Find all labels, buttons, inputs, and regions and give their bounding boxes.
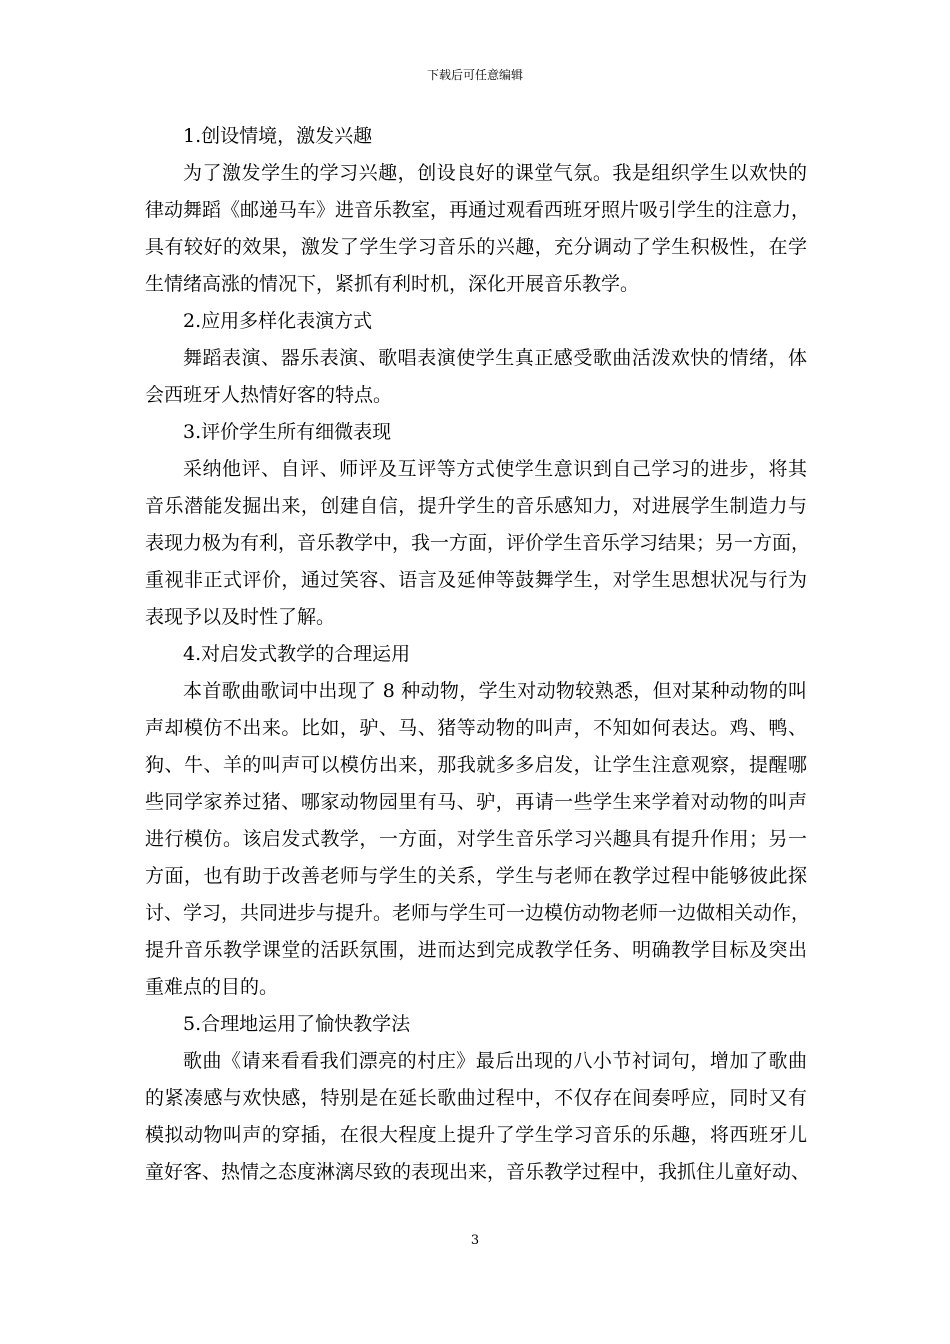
paragraph-line: 会西班牙人热情好客的特点。 bbox=[145, 384, 393, 406]
paragraph-line: 声却模仿不出来。比如，驴、马、猪等动物的叫声，不知如何表达。鸡、鸭、 bbox=[145, 717, 807, 739]
paragraph-line: 音乐潜能发掘出来，创建自信，提升学生的音乐感知力，对进展学生制造力与 bbox=[145, 495, 807, 517]
paragraph-line: 舞蹈表演、器乐表演、歌唱表演使学生真正感受歌曲活泼欢快的情绪，体 bbox=[183, 347, 807, 369]
document-body bbox=[145, 118, 811, 1191]
paragraph-line: 表现予以及时性了解。 bbox=[145, 606, 336, 628]
paragraph-line: 讨、学习，共同进步与提升。老师与学生可一边模仿动物老师一边做相关动作， bbox=[145, 902, 811, 924]
section-heading-3: 3.评价学生所有细微表现 bbox=[183, 421, 392, 443]
paragraph-line: 重难点的目的。 bbox=[145, 976, 279, 998]
paragraph-line: 重视非正式评价，通过笑容、语言及延伸等鼓舞学生，对学生思想状况与行为 bbox=[145, 569, 807, 591]
paragraph-line: 歌曲《请来看看我们漂亮的村庄》最后出现的八小节衬词句，增加了歌曲 bbox=[183, 1050, 807, 1072]
page-number: 3 bbox=[470, 1233, 480, 1248]
section-heading-1: 1.创设情境，激发兴趣 bbox=[183, 125, 373, 147]
paragraph-line: 的紧凑感与欢快感，特别是在延长歌曲过程中，不仅存在间奏呼应，同时又有 bbox=[145, 1087, 807, 1109]
paragraph-line: 方面，也有助于改善老师与学生的关系，学生与老师在教学过程中能够彼此探 bbox=[145, 865, 807, 887]
paragraph-line: 具有较好的效果，激发了学生学习音乐的兴趣，充分调动了学生积极性，在学 bbox=[145, 236, 807, 258]
paragraph-line: 些同学家养过猪、哪家动物园里有马、驴，再请一些学生来学着对动物的叫声 bbox=[145, 791, 807, 813]
paragraph-line: 表现力极为有利，音乐教学中，我一方面，评价学生音乐学习结果；另一方面， bbox=[145, 532, 811, 554]
paragraph-line: 进行模仿。该启发式教学，一方面，对学生音乐学习兴趣具有提升作用；另一 bbox=[145, 828, 807, 850]
paragraph-line: 提升音乐教学课堂的活跃氛围，进而达到完成教学任务、明确教学目标及突出 bbox=[145, 939, 807, 961]
paragraph-line: 童好客、热情之态度淋漓尽致的表现出来，音乐教学过程中，我抓住儿童好动、 bbox=[145, 1161, 811, 1183]
paragraph-line: 狗、牛、羊的叫声可以模仿出来，那我就多多启发，让学生注意观察，提醒哪 bbox=[145, 754, 807, 776]
paragraph-line: 本首歌曲歌词中出现了 8 种动物，学生对动物较熟悉，但对某种动物的叫 bbox=[183, 680, 807, 702]
paragraph-line: 律动舞蹈《邮递马车》进音乐教室，再通过观看西班牙照片吸引学生的注意力， bbox=[145, 199, 811, 221]
section-heading-4: 4.对启发式教学的合理运用 bbox=[183, 643, 411, 665]
section-heading-2: 2.应用多样化表演方式 bbox=[183, 310, 373, 332]
paragraph-line: 生情绪高涨的情况下，紧抓有利时机，深化开展音乐教学。 bbox=[145, 273, 640, 295]
paragraph-line: 模拟动物叫声的穿插，在很大程度上提升了学生学习音乐的乐趣，将西班牙儿 bbox=[145, 1124, 807, 1146]
section-heading-5: 5.合理地运用了愉快教学法 bbox=[183, 1013, 411, 1035]
paragraph-line: 为了激发学生的学习兴趣，创设良好的课堂气氛。我是组织学生以欢快的 bbox=[183, 162, 807, 184]
page-header: 下载后可任意编辑 bbox=[426, 68, 523, 82]
paragraph-line: 采纳他评、自评、师评及互评等方式使学生意识到自己学习的进步，将其 bbox=[183, 458, 807, 480]
